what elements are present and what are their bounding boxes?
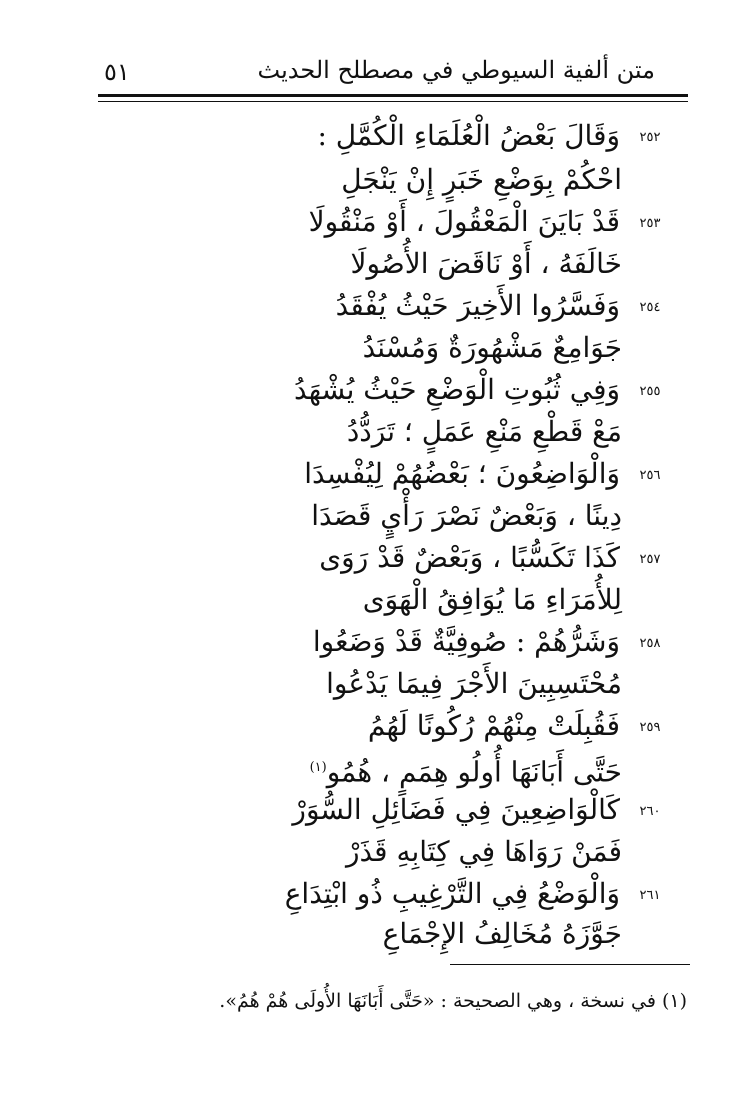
verse-second-hemistich: مُحْتَسِبِينَ الأَجْرَ فِيمَا يَدْعُوا (326, 667, 622, 700)
verse-text: وَقَالَ بَعْضُ الْعُلَمَاءِ الْكُمَّلِ : (317, 119, 620, 152)
verse-first-hemistich (130, 790, 670, 832)
verse-text: حَتَّى أَبَانَهَا أُولُو هِمَمٍ ، هُمُو (326, 755, 622, 789)
verse-second-hemistich: فَمَنْ رَوَاهَا فِي كِتَابِهِ قَذَرْ (345, 835, 622, 868)
verse-number: ٢٦١ (639, 887, 661, 903)
verse-number: ٢٥٣ (639, 215, 661, 231)
page-header-title: متن ألفية السيوطي في مصطلح الحديث (257, 56, 655, 84)
verse-number: ٢٥٩ (639, 719, 661, 735)
verse-second-hemistich (130, 748, 622, 792)
verse-first-hemistich (130, 116, 670, 158)
verse-second-hemistich: جَوَّزَهُ مُخَالِفُ الإِجْمَاعِ (382, 917, 622, 950)
verse-number: ٢٥٦ (639, 467, 661, 483)
verse-text: وَفَسَّرُوا الأَخِيرَ حَيْثُ يُفْقَدُ (335, 289, 620, 322)
verse-text: كَذَا تَكَسُّبًا ، وَبَعْضٌ قَدْ رَوَى (319, 541, 620, 574)
verse-number: ٢٥٥ (639, 383, 661, 399)
verse-number: ٢٥٨ (639, 635, 661, 651)
verse-number: ٢٦٠ (639, 803, 661, 819)
page-number: ٥١ (104, 58, 130, 86)
verse-first-hemistich (130, 202, 670, 244)
verse-first-hemistich (130, 370, 670, 412)
verse-number: ٢٥٤ (639, 299, 661, 315)
header-rule-thick (98, 94, 688, 97)
verse-text: وَالْوَاضِعُونَ ؛ بَعْضُهُمْ لِيُفْسِدَا (304, 457, 620, 490)
verse-text: وَفِي ثُبُوتِ الْوَضْعِ حَيْثُ يُشْهَدُ (294, 373, 620, 406)
verse-text: فَقُبِلَتْ مِنْهُمْ رُكُونًا لَهُمُ (367, 709, 620, 742)
verse-second-hemistich: لِلأُمَرَاءِ مَا يُوَافِقُ الْهَوَى (362, 583, 622, 616)
verse-number: ٢٥٢ (639, 129, 661, 145)
verse-first-hemistich (130, 706, 670, 748)
verse-second-hemistich: احْكُمْ بِوَضْعِ خَبَرٍ إِنْ يَنْجَلِ (341, 163, 622, 196)
verse-first-hemistich (130, 286, 670, 328)
verse-text: كَالْوَاضِعِينَ فِي فَضَائِلِ السُّوَرْ (292, 793, 620, 826)
verse-text: قَدْ بَايَنَ الْمَعْقُولَ ، أَوْ مَنْقُولَا (308, 205, 620, 238)
verse-second-hemistich: جَوَامِعٌ مَشْهُورَةٌ وَمُسْنَدُ (362, 331, 622, 364)
footnote-separator (450, 964, 690, 965)
verse-number: ٢٥٧ (639, 551, 661, 567)
verse-text: وَشَرُّهُمْ : صُوفِيَّةٌ قَدْ وَضَعُوا (312, 625, 620, 658)
verse-first-hemistich (130, 538, 670, 580)
footnote: (١) في نسخة ، وهي الصحيحة : «حَتَّى أَبَانَهَا الأُولَى هُمْ هُمُ». (219, 990, 687, 1012)
verse-first-hemistich (130, 874, 670, 916)
verse-second-hemistich: دِينًا ، وَبَعْضٌ نَصْرَ رَأْيٍ قَصَدَا (311, 499, 622, 532)
header-rule-thin (98, 101, 688, 102)
verse-first-hemistich (130, 622, 670, 664)
verse-first-hemistich (130, 454, 670, 496)
verse-text: وَالْوَضْعُ فِي التَّرْغِيبِ ذُو ابْتِدَاعِ (284, 877, 620, 910)
verse-second-hemistich: خَالَفَهُ ، أَوْ نَاقَضَ الأُصُولَا (350, 247, 622, 280)
footnote-marker: (١) (309, 760, 327, 775)
verse-second-hemistich: مَعْ قَطْعِ مَنْعِ عَمَلٍ ؛ تَرَدُّدُ (346, 415, 622, 448)
